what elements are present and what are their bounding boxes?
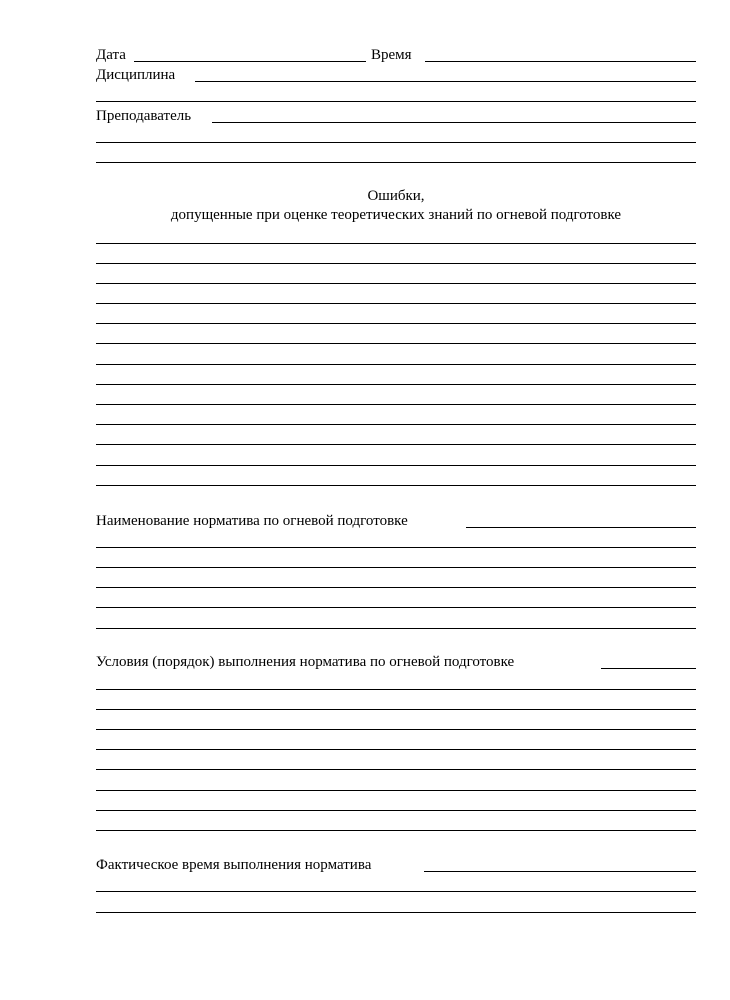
date-label: Дата: [96, 47, 126, 63]
conditions-line[interactable]: [96, 749, 696, 750]
conditions-field-line[interactable]: [601, 668, 696, 669]
conditions-line[interactable]: [96, 810, 696, 811]
conditions-label: Условия (порядок) выполнения норматива по огневой подготовке: [96, 654, 515, 670]
errors-line[interactable]: [96, 384, 696, 385]
errors-line[interactable]: [96, 404, 696, 405]
errors-subtitle: допущенные при оценке теоретических знаний по огневой подготовке: [170, 207, 622, 223]
errors-line[interactable]: [96, 343, 696, 344]
standard-name-label: Наименование норматива по огневой подготовке: [96, 513, 408, 529]
discipline-label: Дисциплина: [96, 67, 176, 83]
actual-time-label: Фактическое время выполнения норматива: [96, 857, 372, 873]
errors-line[interactable]: [96, 364, 696, 365]
teacher-field-line[interactable]: [212, 122, 696, 123]
conditions-line[interactable]: [96, 709, 696, 710]
time-label: Время: [371, 47, 412, 63]
errors-line[interactable]: [96, 485, 696, 486]
errors-line[interactable]: [96, 424, 696, 425]
standard-name-line[interactable]: [96, 607, 696, 608]
errors-line[interactable]: [96, 444, 696, 445]
conditions-line[interactable]: [96, 729, 696, 730]
time-field-line[interactable]: [425, 61, 696, 62]
teacher-label: Преподаватель: [96, 108, 192, 124]
errors-line[interactable]: [96, 323, 696, 324]
standard-name-field-line[interactable]: [466, 527, 696, 528]
actual-time-field-line[interactable]: [424, 871, 696, 872]
conditions-line[interactable]: [96, 790, 696, 791]
standard-name-line[interactable]: [96, 628, 696, 629]
teacher-field-line-2[interactable]: [96, 142, 696, 143]
actual-time-line[interactable]: [96, 912, 696, 913]
standard-name-line[interactable]: [96, 567, 696, 568]
standard-name-line[interactable]: [96, 587, 696, 588]
conditions-line[interactable]: [96, 830, 696, 831]
errors-line[interactable]: [96, 465, 696, 466]
conditions-line[interactable]: [96, 769, 696, 770]
standard-name-line[interactable]: [96, 547, 696, 548]
discipline-field-line-2[interactable]: [96, 101, 696, 102]
errors-line[interactable]: [96, 263, 696, 264]
errors-line[interactable]: [96, 303, 696, 304]
errors-line[interactable]: [96, 283, 696, 284]
actual-time-line[interactable]: [96, 891, 696, 892]
teacher-field-line-3[interactable]: [96, 162, 696, 163]
errors-line[interactable]: [96, 243, 696, 244]
conditions-line[interactable]: [96, 689, 696, 690]
date-field-line[interactable]: [134, 61, 366, 62]
discipline-field-line[interactable]: [195, 81, 696, 82]
errors-title: Ошибки,: [367, 188, 425, 204]
